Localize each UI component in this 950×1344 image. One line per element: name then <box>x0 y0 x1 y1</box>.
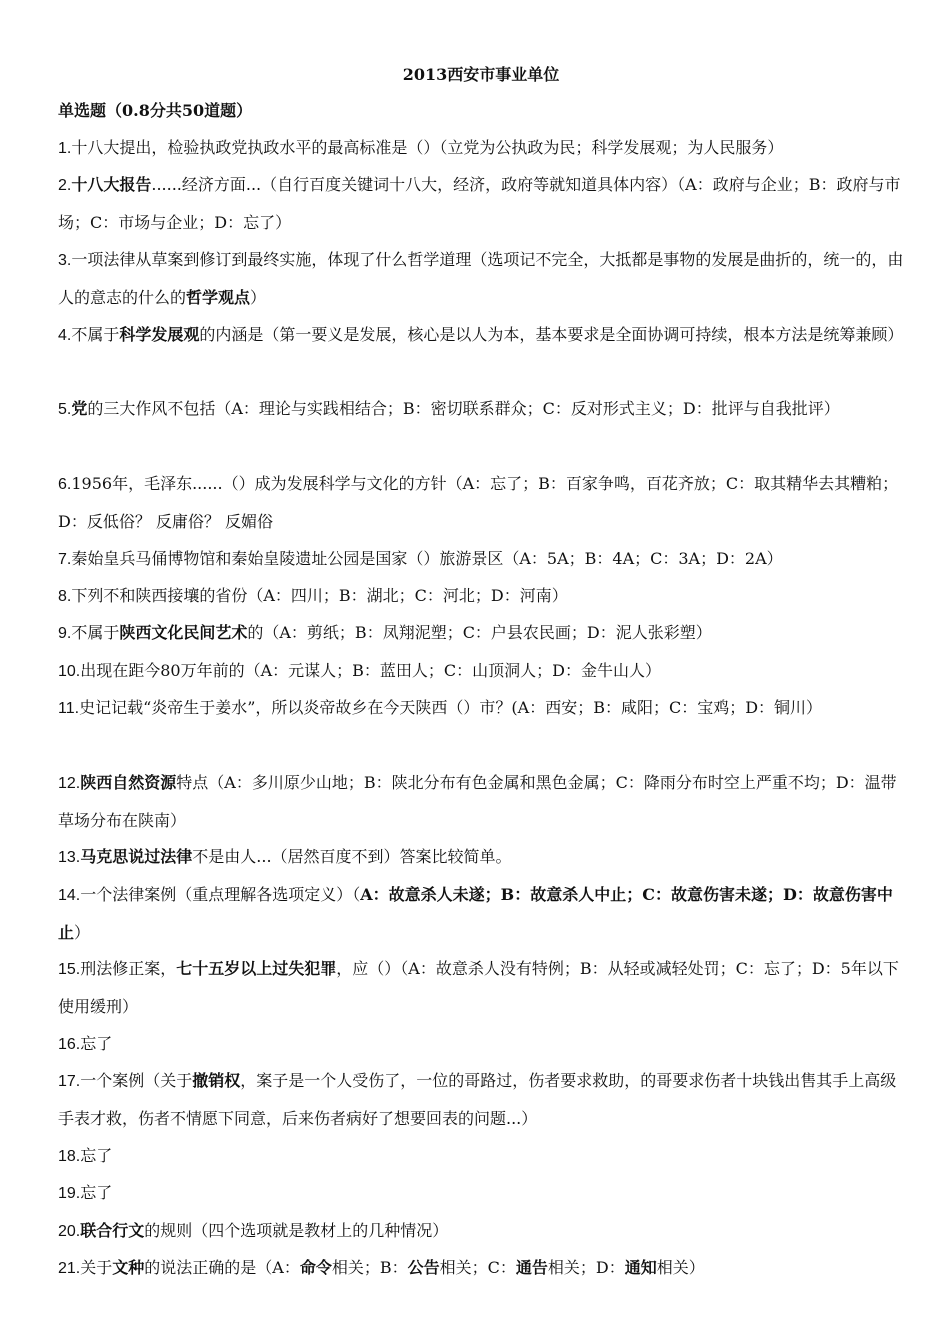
question-4: 4.不属于科学发展观的内涵是（第一要义是发展，核心是以人为本，基本要求是全面协调可持续，根本方法是统筹兼顾） <box>58 325 904 344</box>
question-11: 11.史记记载“炎帝生于姜水”，所以炎帝故乡在今天陕西（）市？(A：西安；B：咸阳；C：宝鸡；D：铜川） <box>58 698 823 717</box>
question-17: 17.一个案例（关于撤销权，案子是一个人受伤了，一位的哥路过，伤者要求救助，的哥要求伤者十块钱出售其手上高级手表才救，伤者不情愿下同意，后来伤者病好了想要回表的问题...） <box>58 1071 897 1129</box>
question-7: 7.秦始皇兵马俑博物馆和秦始皇陵遗址公园是国家（）旅游景区（A：5A；B：4A；C：3A；D：2A） <box>58 549 783 568</box>
question-6: 6.1956年，毛泽东......（）成为发展科学与文化的方针（A：忘了；B：百家争鸣，百花齐放；C：取其精华去其糟粕；D：反低俗？ 反庸俗？ 反媚俗 <box>58 474 899 532</box>
question-19: 19.忘了 <box>58 1183 113 1202</box>
question-21: 21.关于文种的说法正确的是（A：命令相关；B：公告相关；C：通告相关；D：通知相关） <box>58 1258 705 1277</box>
question-20: 20.联合行文的规则（四个选项就是教材上的几种情况） <box>58 1221 449 1240</box>
section-heading: 单选题（0.8分共50道题） <box>58 101 253 120</box>
question-2: 2.十八大报告......经济方面...（自行百度关键词十八大，经济，政府等就知道具体内容）（A：政府与企业；B：政府与市场；C：市场与企业；D：忘了） <box>58 175 901 233</box>
question-9: 9.不属于陕西文化民间艺术的（A：剪纸；B：凤翔泥塑；C：户县农民画；D：泥人张彩塑） <box>58 623 712 642</box>
question-13: 13.马克思说过法律不是由人...（居然百度不到）答案比较简单。 <box>58 847 512 866</box>
question-16: 16.忘了 <box>58 1034 113 1053</box>
question-3: 3.一项法律从草案到修订到最终实施，体现了什么哲学道理（选项记不完全，大抵都是事物的发展是曲折的，统一的，由人的意志的什么的哲学观点） <box>58 250 904 308</box>
question-18: 18.忘了 <box>58 1146 113 1165</box>
question-5: 5.党的三大作风不包括（A：理论与实践相结合；B：密切联系群众；C：反对形式主义；D：批评与自我批评） <box>58 399 840 418</box>
question-8: 8.下列不和陕西接壤的省份（A：四川；B：湖北；C：河北；D：河南） <box>58 586 568 605</box>
question-10: 10.出现在距今80万年前的（A：元谋人；B：蓝田人；C：山顶洞人；D：金牛山人） <box>58 661 661 680</box>
question-12: 12.陕西自然资源特点（A：多川原少山地；B：陕北分布有色金属和黑色金属；C：降雨分布时空上严重不均；D：温带草场分布在陕南） <box>58 773 897 831</box>
question-15: 15.刑法修正案，七十五岁以上过失犯罪，应（）（A：故意杀人没有特例；B：从轻或减轻处罚；C：忘了；D：5年以下使用缓刑） <box>58 959 899 1017</box>
question-1: 1.十八大提出，检验执政党执政水平的最高标准是（）（立党为公执政为民；科学发展观；为人民服务） <box>58 138 784 157</box>
document-title: 2013西安市事业单位 <box>402 65 560 84</box>
question-14: 14.一个法律案例（重点理解各选项定义）（A：故意杀人未遂；B：故意杀人中止；C：故意伤害未遂；D：故意伤害中止） <box>58 885 893 943</box>
